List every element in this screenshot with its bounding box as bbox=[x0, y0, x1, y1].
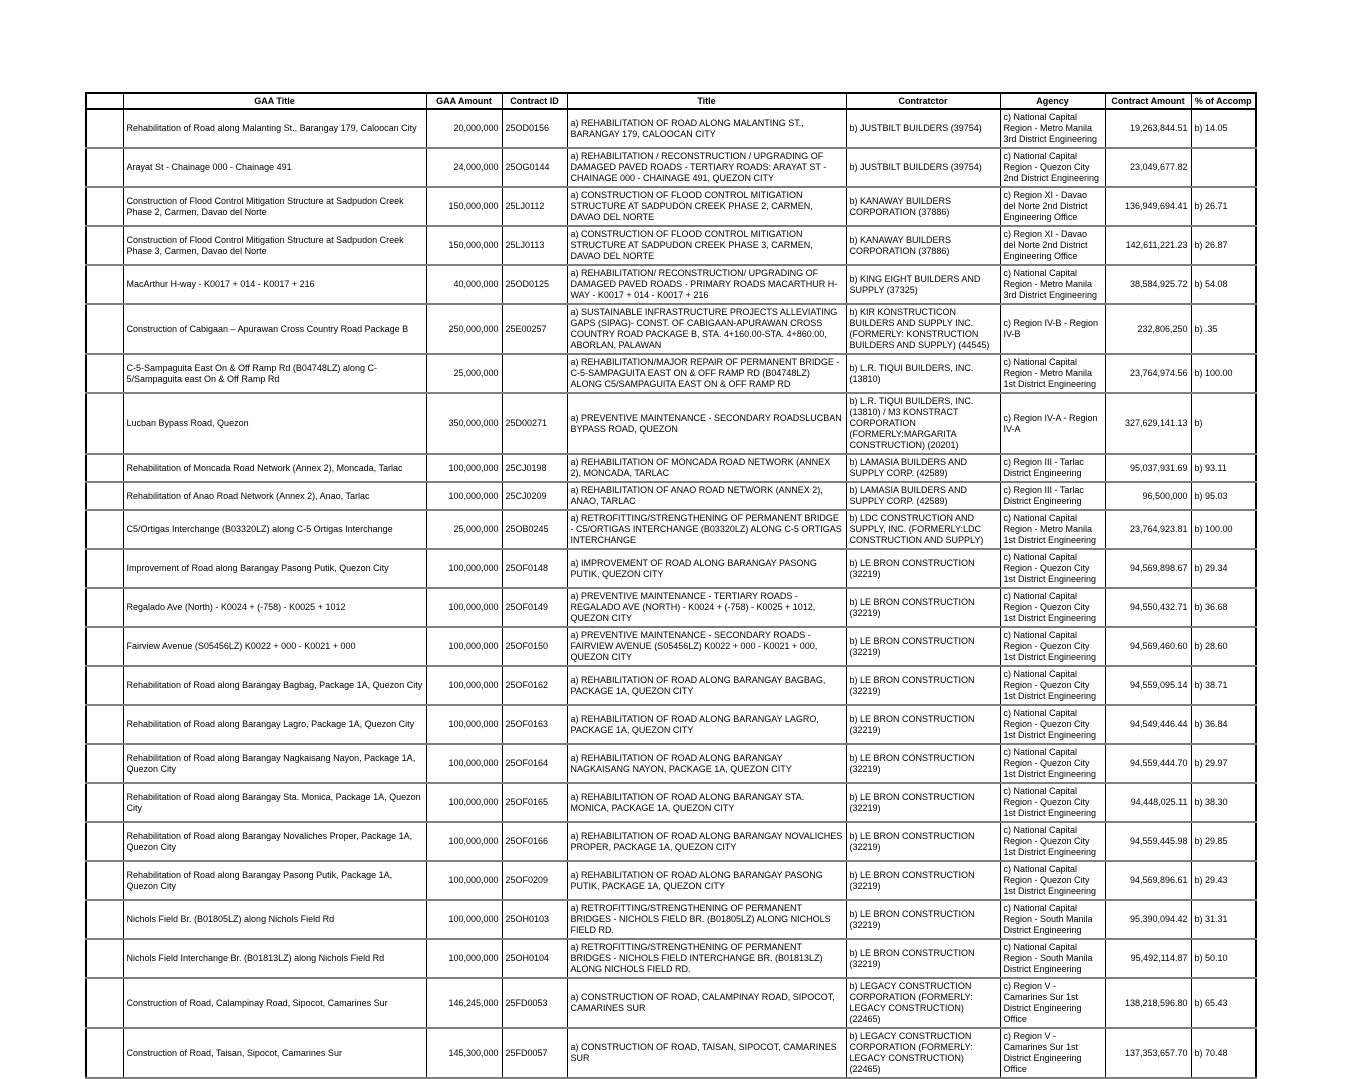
cell-agency: c) National Capital Region - Quezon City 1st District Engineering bbox=[1000, 705, 1105, 744]
cell-title: a) RETROFITTING/STRENGTHENING OF PERMANENT BRIDGE - C5/ORTIGAS INTERCHANGE (B03320LZ) ALONG C-5 ORTIGAS INTERCHANGE bbox=[567, 510, 846, 549]
cell-gaa_title: Fairview Avenue (S05456LZ) K0022 + 000 - K0021 + 000 bbox=[123, 627, 426, 666]
cell-title: a) CONSTRUCTION OF FLOOD CONTROL MITIGATION STRUCTURE AT SADPUDON CREEK PHASE 3, CARMEN, DAVAO DEL NORTE bbox=[567, 226, 846, 265]
table-row bbox=[86, 627, 1256, 666]
cell-gaa_title: Improvement of Road along Barangay Pasong Putik, Quezon City bbox=[123, 549, 426, 588]
cell-title: a) PREVENTIVE MAINTENANCE - SECONDARY ROADSLUCBAN BYPASS ROAD, QUEZON bbox=[567, 393, 846, 454]
table-row bbox=[86, 187, 1256, 226]
cell-rownum bbox=[86, 627, 123, 666]
cell-accomp: b) 29.34 bbox=[1191, 549, 1256, 588]
cell-contractor: b) LE BRON CONSTRUCTION (32219) bbox=[846, 783, 1000, 822]
cell-accomp: b) 65.43 bbox=[1191, 978, 1256, 1028]
cell-contract_amount: 138,218,596.80 bbox=[1105, 978, 1191, 1028]
cell-accomp: b) 50.10 bbox=[1191, 939, 1256, 978]
cell-rownum bbox=[86, 354, 123, 393]
cell-gaa_amount: 350,000,000 bbox=[426, 393, 502, 454]
cell-contract_id: 25OB0245 bbox=[502, 510, 567, 549]
cell-contract_amount: 96,500,000 bbox=[1105, 482, 1191, 510]
cell-title: a) REHABILITATION OF MONCADA ROAD NETWORK (ANNEX 2), MONCADA, TARLAC bbox=[567, 454, 846, 482]
cell-contract_id: 25OF0165 bbox=[502, 783, 567, 822]
cell-contract_amount: 23,764,923.81 bbox=[1105, 510, 1191, 549]
cell-gaa_amount: 100,000,000 bbox=[426, 744, 502, 783]
cell-agency: c) Region III - Tarlac District Engineering bbox=[1000, 454, 1105, 482]
cell-rownum bbox=[86, 744, 123, 783]
cell-title: a) SUSTAINABLE INFRASTRUCTURE PROJECTS ALLEVIATING GAPS (SIPAG)- CONST. OF CABIGAAN-APURAWAN CROSS COUNTRY ROAD PACKAGE B, STA. 4+160.00-STA. 4+860.00, ABORLAN, PALAWAN bbox=[567, 304, 846, 354]
cell-gaa_amount: 250,000,000 bbox=[426, 304, 502, 354]
cell-gaa_amount: 25,000,000 bbox=[426, 510, 502, 549]
cell-contract_amount: 23,049,677.82 bbox=[1105, 148, 1191, 187]
table-row bbox=[86, 744, 1256, 783]
cell-contractor: b) L.R. TIQUI BUILDERS, INC. (13810) / M3 KONSTRACT CORPORATION (FORMERLY:MARGARITA CONSTRUCTION) (20201) bbox=[846, 393, 1000, 454]
cell-rownum bbox=[86, 588, 123, 627]
cell-agency: c) National Capital Region - Metro Manila 3rd District Engineering bbox=[1000, 265, 1105, 304]
cell-agency: c) National Capital Region - Metro Manila 3rd District Engineering bbox=[1000, 109, 1105, 148]
cell-gaa_title: Rehabilitation of Road along Barangay Sta. Monica, Package 1A, Quezon City bbox=[123, 783, 426, 822]
table-row bbox=[86, 783, 1256, 822]
cell-rownum bbox=[86, 705, 123, 744]
cell-contract_id: 25OF0148 bbox=[502, 549, 567, 588]
cell-title: a) CONSTRUCTION OF FLOOD CONTROL MITIGATION STRUCTURE AT SADPUDON CREEK PHASE 2, CARMEN, DAVAO DEL NORTE bbox=[567, 187, 846, 226]
cell-contract_id: 25OF0150 bbox=[502, 627, 567, 666]
cell-contract_id: 25OF0209 bbox=[502, 861, 567, 900]
cell-agency: c) Region XI - Davao del Norte 2nd District Engineering Office bbox=[1000, 187, 1105, 226]
cell-accomp: b) 36.68 bbox=[1191, 588, 1256, 627]
cell-contract_amount: 95,390,094.42 bbox=[1105, 900, 1191, 939]
cell-gaa_title: Rehabilitation of Road along Barangay Bagbag, Package 1A, Quezon City bbox=[123, 666, 426, 705]
cell-rownum bbox=[86, 148, 123, 187]
cell-gaa_amount: 100,000,000 bbox=[426, 627, 502, 666]
cell-accomp: b) 29.85 bbox=[1191, 822, 1256, 861]
cell-contract_amount: 327,629,141.13 bbox=[1105, 393, 1191, 454]
cell-contract_id: 25OH0104 bbox=[502, 939, 567, 978]
cell-contract_id: 25OF0166 bbox=[502, 822, 567, 861]
cell-contract_amount: 94,549,446.44 bbox=[1105, 705, 1191, 744]
cell-gaa_amount: 146,245,000 bbox=[426, 978, 502, 1028]
cell-gaa_title: Rehabilitation of Road along Barangay Lagro, Package 1A, Quezon City bbox=[123, 705, 426, 744]
cell-agency: c) Region IV-A - Region IV-A bbox=[1000, 393, 1105, 454]
cell-gaa_title: Regalado Ave (North) - K0024 + (-758) - K0025 + 1012 bbox=[123, 588, 426, 627]
cell-contractor: b) KIR KONSTRUCTICON BUILDERS AND SUPPLY INC. (FORMERLY: KONSTRUCTION BUILDERS AND SUPPLY) (44545) bbox=[846, 304, 1000, 354]
cell-gaa_amount: 100,000,000 bbox=[426, 861, 502, 900]
cell-gaa_title: Construction of Cabigaan – Apurawan Cross Country Road Package B bbox=[123, 304, 426, 354]
cell-rownum bbox=[86, 861, 123, 900]
cell-contract_id: 25OF0164 bbox=[502, 744, 567, 783]
cell-title: a) REHABILITATION OF ROAD ALONG BARANGAY PASONG PUTIK, PACKAGE 1A, QUEZON CITY bbox=[567, 861, 846, 900]
cell-accomp: b) 38.30 bbox=[1191, 783, 1256, 822]
cell-contractor: b) LE BRON CONSTRUCTION (32219) bbox=[846, 549, 1000, 588]
cell-agency: c) Region III - Tarlac District Engineering bbox=[1000, 482, 1105, 510]
cell-gaa_title: Arayat St - Chainage 000 - Chainage 491 bbox=[123, 148, 426, 187]
cell-gaa_amount: 150,000,000 bbox=[426, 226, 502, 265]
cell-title: a) IMPROVEMENT OF ROAD ALONG BARANGAY PASONG PUTIK, QUEZON CITY bbox=[567, 549, 846, 588]
cell-gaa_amount: 25,000,000 bbox=[426, 354, 502, 393]
cell-contractor: b) LE BRON CONSTRUCTION (32219) bbox=[846, 666, 1000, 705]
cell-title: a) REHABILITATION OF ROAD ALONG MALANTING ST., BARANGAY 179, CALOOCAN CITY bbox=[567, 109, 846, 148]
cell-contract_id: 25LJ0113 bbox=[502, 226, 567, 265]
cell-contract_id: 25CJ0198 bbox=[502, 454, 567, 482]
cell-title: a) REHABILITATION OF ANAO ROAD NETWORK (ANNEX 2), ANAO, TARLAC bbox=[567, 482, 846, 510]
cell-gaa_amount: 100,000,000 bbox=[426, 588, 502, 627]
cell-gaa_title: Rehabilitation of Road along Barangay Novaliches Proper, Package 1A, Quezon City bbox=[123, 822, 426, 861]
cell-contractor: b) LAMASIA BUILDERS AND SUPPLY CORP. (42589) bbox=[846, 482, 1000, 510]
cell-rownum bbox=[86, 510, 123, 549]
cell-gaa_amount: 100,000,000 bbox=[426, 454, 502, 482]
cell-agency: c) National Capital Region - Metro Manila 1st District Engineering bbox=[1000, 354, 1105, 393]
cell-agency: c) National Capital Region - Quezon City 1st District Engineering bbox=[1000, 549, 1105, 588]
cell-agency: c) Region XI - Davao del Norte 2nd District Engineering Office bbox=[1000, 226, 1105, 265]
cell-title: a) REHABILITATION OF ROAD ALONG BARANGAY LAGRO, PACKAGE 1A, QUEZON CITY bbox=[567, 705, 846, 744]
cell-agency: c) National Capital Region - Quezon City 1st District Engineering bbox=[1000, 822, 1105, 861]
cell-contract_id: 25E00257 bbox=[502, 304, 567, 354]
cell-accomp: b) 29.43 bbox=[1191, 861, 1256, 900]
cell-agency: c) National Capital Region - Quezon City 2nd District Engineering bbox=[1000, 148, 1105, 187]
column-header-rownum bbox=[86, 93, 123, 109]
cell-gaa_amount: 145,300,000 bbox=[426, 1028, 502, 1078]
cell-contractor: b) LE BRON CONSTRUCTION (32219) bbox=[846, 939, 1000, 978]
cell-gaa_title: Rehabilitation of Road along Barangay Nagkaisang Nayon, Package 1A, Quezon City bbox=[123, 744, 426, 783]
cell-rownum bbox=[86, 900, 123, 939]
cell-gaa_title: Construction of Road, Calampinay Road, Sipocot, Camarines Sur bbox=[123, 978, 426, 1028]
cell-title: a) PREVENTIVE MAINTENANCE - SECONDARY ROADS - FAIRVIEW AVENUE (S05456LZ) K0022 + 000 - K0021 + 000, QUEZON CITY bbox=[567, 627, 846, 666]
cell-contractor: b) LE BRON CONSTRUCTION (32219) bbox=[846, 705, 1000, 744]
cell-accomp: b) 36.84 bbox=[1191, 705, 1256, 744]
cell-contract_amount: 94,569,898.67 bbox=[1105, 549, 1191, 588]
cell-contract_id: 25OH0103 bbox=[502, 900, 567, 939]
cell-title: a) CONSTRUCTION OF ROAD, TAISAN, SIPOCOT, CAMARINES SUR bbox=[567, 1028, 846, 1078]
cell-agency: c) National Capital Region - Quezon City 1st District Engineering bbox=[1000, 588, 1105, 627]
table-row bbox=[86, 393, 1256, 454]
cell-contractor: b) KANAWAY BUILDERS CORPORATION (37886) bbox=[846, 187, 1000, 226]
cell-contract_amount: 94,569,896.61 bbox=[1105, 861, 1191, 900]
cell-agency: c) National Capital Region - Quezon City 1st District Engineering bbox=[1000, 627, 1105, 666]
cell-contractor: b) LEGACY CONSTRUCTION CORPORATION (FORMERLY: LEGACY CONSTRUCTION) (22465) bbox=[846, 978, 1000, 1028]
cell-gaa_amount: 40,000,000 bbox=[426, 265, 502, 304]
cell-contractor: b) LE BRON CONSTRUCTION (32219) bbox=[846, 627, 1000, 666]
cell-contract_id: 25OD0156 bbox=[502, 109, 567, 148]
cell-contract_id: 25OF0163 bbox=[502, 705, 567, 744]
cell-contract_id: 25FD0053 bbox=[502, 978, 567, 1028]
cell-accomp: b) 26.87 bbox=[1191, 226, 1256, 265]
cell-title: a) RETROFITTING/STRENGTHENING OF PERMANENT BRIDGES - NICHOLS FIELD BR. (B01805LZ) ALONG NICHOLS FIELD RD. bbox=[567, 900, 846, 939]
cell-gaa_title: Nichols Field Interchange Br. (B01813LZ) along Nichols Field Rd bbox=[123, 939, 426, 978]
cell-title: a) REHABILITATION OF ROAD ALONG BARANGAY NOVALICHES PROPER, PACKAGE 1A, QUEZON CITY bbox=[567, 822, 846, 861]
table-row bbox=[86, 454, 1256, 482]
cell-title: a) RETROFITTING/STRENGTHENING OF PERMANENT BRIDGES - NICHOLS FIELD INTERCHANGE BR. (B01813LZ) ALONG NICHOLS FIELD RD. bbox=[567, 939, 846, 978]
cell-gaa_amount: 100,000,000 bbox=[426, 939, 502, 978]
cell-agency: c) Region IV-B - Region IV-B bbox=[1000, 304, 1105, 354]
cell-contract_id: 25OF0149 bbox=[502, 588, 567, 627]
cell-contractor: b) JUSTBILT BUILDERS (39754) bbox=[846, 148, 1000, 187]
cell-accomp: b) 31.31 bbox=[1191, 900, 1256, 939]
cell-contract_id: 25OD0125 bbox=[502, 265, 567, 304]
cell-contract_amount: 95,037,931.69 bbox=[1105, 454, 1191, 482]
cell-gaa_amount: 150,000,000 bbox=[426, 187, 502, 226]
cell-title: a) REHABILITATION OF ROAD ALONG BARANGAY BAGBAG, PACKAGE 1A, QUEZON CITY bbox=[567, 666, 846, 705]
cell-accomp: b) 100.00 bbox=[1191, 510, 1256, 549]
cell-agency: c) National Capital Region - South Manila District Engineering bbox=[1000, 939, 1105, 978]
cell-accomp: b) 93.11 bbox=[1191, 454, 1256, 482]
table-row bbox=[86, 939, 1256, 978]
cell-contract_amount: 94,448,025.11 bbox=[1105, 783, 1191, 822]
cell-contractor: b) LDC CONSTRUCTION AND SUPPLY, INC. (FORMERLY:LDC CONSTRUCTION AND SUPPLY) bbox=[846, 510, 1000, 549]
cell-contract_amount: 94,559,445.98 bbox=[1105, 822, 1191, 861]
cell-rownum bbox=[86, 109, 123, 148]
cell-accomp: b) 26.71 bbox=[1191, 187, 1256, 226]
table-row bbox=[86, 265, 1256, 304]
column-header-gaa_title: GAA Title bbox=[123, 93, 426, 109]
cell-gaa_amount: 100,000,000 bbox=[426, 783, 502, 822]
cell-contract_amount: 137,353,657.70 bbox=[1105, 1028, 1191, 1078]
cell-contractor: b) LE BRON CONSTRUCTION (32219) bbox=[846, 900, 1000, 939]
cell-gaa_title: MacArthur H-way - K0017 + 014 - K0017 + 216 bbox=[123, 265, 426, 304]
column-header-accomp: % of Accomp bbox=[1191, 93, 1256, 109]
table-row bbox=[86, 304, 1256, 354]
cell-contract_amount: 232,806,250 bbox=[1105, 304, 1191, 354]
cell-contractor: b) LEGACY CONSTRUCTION CORPORATION (FORMERLY: LEGACY CONSTRUCTION) (22465) bbox=[846, 1028, 1000, 1078]
cell-contractor: b) JUSTBILT BUILDERS (39754) bbox=[846, 109, 1000, 148]
cell-rownum bbox=[86, 226, 123, 265]
cell-gaa_amount: 100,000,000 bbox=[426, 822, 502, 861]
cell-rownum bbox=[86, 265, 123, 304]
cell-gaa_amount: 100,000,000 bbox=[426, 549, 502, 588]
cell-gaa_title: Rehabilitation of Road along Malanting St., Barangay 179, Caloocan City bbox=[123, 109, 426, 148]
table-row bbox=[86, 226, 1256, 265]
cell-gaa_amount: 100,000,000 bbox=[426, 705, 502, 744]
cell-contract_amount: 94,569,460.60 bbox=[1105, 627, 1191, 666]
column-header-gaa_amount: GAA Amount bbox=[426, 93, 502, 109]
header-row bbox=[86, 93, 1256, 109]
cell-rownum bbox=[86, 454, 123, 482]
cell-rownum bbox=[86, 1028, 123, 1078]
cell-contract_amount: 94,559,095.14 bbox=[1105, 666, 1191, 705]
cell-gaa_title: Rehabilitation of Moncada Road Network (Annex 2), Moncada, Tarlac bbox=[123, 454, 426, 482]
column-header-title: Title bbox=[567, 93, 846, 109]
cell-accomp: b) bbox=[1191, 393, 1256, 454]
table-row bbox=[86, 510, 1256, 549]
table-row bbox=[86, 482, 1256, 510]
column-header-contract_id: Contract ID bbox=[502, 93, 567, 109]
projects-table bbox=[85, 92, 1257, 1079]
table-row bbox=[86, 354, 1256, 393]
cell-contract_amount: 38,584,925.72 bbox=[1105, 265, 1191, 304]
cell-contract_amount: 94,550,432.71 bbox=[1105, 588, 1191, 627]
table-row bbox=[86, 900, 1256, 939]
cell-agency: c) National Capital Region - Quezon City 1st District Engineering bbox=[1000, 744, 1105, 783]
cell-rownum bbox=[86, 939, 123, 978]
cell-rownum bbox=[86, 482, 123, 510]
cell-agency: c) Region V - Camarines Sur 1st District Engineering Office bbox=[1000, 978, 1105, 1028]
cell-accomp: b) 28.60 bbox=[1191, 627, 1256, 666]
cell-contractor: b) KANAWAY BUILDERS CORPORATION (37886) bbox=[846, 226, 1000, 265]
cell-contract_amount: 142,611,221.23 bbox=[1105, 226, 1191, 265]
cell-title: a) REHABILITATION OF ROAD ALONG BARANGAY STA. MONICA, PACKAGE 1A, QUEZON CITY bbox=[567, 783, 846, 822]
column-header-agency: Agency bbox=[1000, 93, 1105, 109]
cell-agency: c) National Capital Region - Quezon City 1st District Engineering bbox=[1000, 861, 1105, 900]
cell-contract_id: 25D00271 bbox=[502, 393, 567, 454]
cell-contract_id bbox=[502, 354, 567, 393]
table-row bbox=[86, 588, 1256, 627]
cell-accomp: b) 70.48 bbox=[1191, 1028, 1256, 1078]
cell-gaa_title: Construction of Flood Control Mitigation Structure at Sadpudon Creek Phase 3, Carmen, Davao del Norte bbox=[123, 226, 426, 265]
cell-accomp: b) 100.00 bbox=[1191, 354, 1256, 393]
cell-agency: c) Region V - Camarines Sur 1st District Engineering Office bbox=[1000, 1028, 1105, 1078]
cell-contractor: b) KING EIGHT BUILDERS AND SUPPLY (37325) bbox=[846, 265, 1000, 304]
cell-contractor: b) LE BRON CONSTRUCTION (32219) bbox=[846, 861, 1000, 900]
cell-contract_id: 25FD0057 bbox=[502, 1028, 567, 1078]
cell-contractor: b) LAMASIA BUILDERS AND SUPPLY CORP. (42589) bbox=[846, 454, 1000, 482]
cell-rownum bbox=[86, 666, 123, 705]
table-row bbox=[86, 705, 1256, 744]
cell-gaa_title: Rehabilitation of Road along Barangay Pasong Putik, Package 1A, Quezon City bbox=[123, 861, 426, 900]
cell-gaa_title: Lucban Bypass Road, Quezon bbox=[123, 393, 426, 454]
cell-accomp: b) 54.08 bbox=[1191, 265, 1256, 304]
cell-accomp: b) 38.71 bbox=[1191, 666, 1256, 705]
cell-title: a) REHABILITATION / RECONSTRUCTION / UPGRADING OF DAMAGED PAVED ROADS - TERTIARY ROADS: ARAYAT ST - CHAINAGE 000 - CHAINAGE 491, QUEZON CITY bbox=[567, 148, 846, 187]
cell-contractor: b) LE BRON CONSTRUCTION (32219) bbox=[846, 822, 1000, 861]
cell-gaa_amount: 20,000,000 bbox=[426, 109, 502, 148]
cell-title: a) REHABILITATION OF ROAD ALONG BARANGAY NAGKAISANG NAYON, PACKAGE 1A, QUEZON CITY bbox=[567, 744, 846, 783]
cell-rownum bbox=[86, 187, 123, 226]
cell-gaa_amount: 100,000,000 bbox=[426, 482, 502, 510]
cell-contract_amount: 136,949,694.41 bbox=[1105, 187, 1191, 226]
cell-title: a) REHABILITATION/ RECONSTRUCTION/ UPGRADING OF DAMAGED PAVED ROADS - PRIMARY ROADS MACARTHUR H-WAY - K0017 + 014 - K0017 + 216 bbox=[567, 265, 846, 304]
cell-contractor: b) LE BRON CONSTRUCTION (32219) bbox=[846, 588, 1000, 627]
cell-contract_id: 25OG0144 bbox=[502, 148, 567, 187]
cell-title: a) PREVENTIVE MAINTENANCE - TERTIARY ROADS - REGALADO AVE (NORTH) - K0024 + (-758) - K0025 + 1012, QUEZON CITY bbox=[567, 588, 846, 627]
cell-accomp: b) 14.05 bbox=[1191, 109, 1256, 148]
cell-contractor: b) L.R. TIQUI BUILDERS, INC. (13810) bbox=[846, 354, 1000, 393]
cell-gaa_title: Nichols Field Br. (B01805LZ) along Nichols Field Rd bbox=[123, 900, 426, 939]
table-row bbox=[86, 822, 1256, 861]
cell-contract_id: 25OF0162 bbox=[502, 666, 567, 705]
cell-gaa_title: Construction of Flood Control Mitigation Structure at Sadpudon Creek Phase 2, Carmen, Davao del Norte bbox=[123, 187, 426, 226]
cell-gaa_amount: 100,000,000 bbox=[426, 666, 502, 705]
cell-rownum bbox=[86, 393, 123, 454]
cell-contract_id: 25LJ0112 bbox=[502, 187, 567, 226]
cell-contract_amount: 23,764,974.56 bbox=[1105, 354, 1191, 393]
table-row bbox=[86, 109, 1256, 148]
cell-gaa_title: C5/Ortigas Interchange (B03320LZ) along C-5 Ortigas Interchange bbox=[123, 510, 426, 549]
cell-rownum bbox=[86, 978, 123, 1028]
table-row bbox=[86, 978, 1256, 1028]
cell-accomp: b) 29.97 bbox=[1191, 744, 1256, 783]
cell-rownum bbox=[86, 304, 123, 354]
cell-rownum bbox=[86, 783, 123, 822]
cell-agency: c) National Capital Region - South Manila District Engineering bbox=[1000, 900, 1105, 939]
cell-agency: c) National Capital Region - Metro Manila 1st District Engineering bbox=[1000, 510, 1105, 549]
cell-contractor: b) LE BRON CONSTRUCTION (32219) bbox=[846, 744, 1000, 783]
cell-gaa_title: Rehabilitation of Anao Road Network (Annex 2), Anao, Tarlac bbox=[123, 482, 426, 510]
cell-gaa_title: Construction of Road, Taisan, Sipocot, Camarines Sur bbox=[123, 1028, 426, 1078]
column-header-contract_amount: Contract Amount bbox=[1105, 93, 1191, 109]
table-row bbox=[86, 1028, 1256, 1078]
table-row bbox=[86, 549, 1256, 588]
table-row bbox=[86, 861, 1256, 900]
cell-accomp bbox=[1191, 148, 1256, 187]
cell-rownum bbox=[86, 549, 123, 588]
cell-contract_amount: 19,263,844.51 bbox=[1105, 109, 1191, 148]
table-body bbox=[86, 109, 1256, 1078]
cell-accomp: b) 95.03 bbox=[1191, 482, 1256, 510]
cell-contract_amount: 94,559,444.70 bbox=[1105, 744, 1191, 783]
cell-agency: c) National Capital Region - Quezon City 1st District Engineering bbox=[1000, 783, 1105, 822]
cell-rownum bbox=[86, 822, 123, 861]
cell-gaa_title: C-5-Sampaguita East On & Off Ramp Rd (B04748LZ) along C-5/Sampaguita east On & Off Ramp Rd bbox=[123, 354, 426, 393]
table-row bbox=[86, 666, 1256, 705]
cell-title: a) REHABILITATION/MAJOR REPAIR OF PERMANENT BRIDGE - C-5-SAMPAGUITA EAST ON & OFF RAMP RD (B04748LZ) ALONG C5/SAMPAGUITA EAST ON & OFF RAMP RD bbox=[567, 354, 846, 393]
cell-title: a) CONSTRUCTION OF ROAD, CALAMPINAY ROAD, SIPOCOT, CAMARINES SUR bbox=[567, 978, 846, 1028]
cell-gaa_amount: 24,000,000 bbox=[426, 148, 502, 187]
column-header-contractor: Contratctor bbox=[846, 93, 1000, 109]
cell-contract_amount: 95,492,114.87 bbox=[1105, 939, 1191, 978]
cell-contract_id: 25CJ0209 bbox=[502, 482, 567, 510]
cell-accomp: b) .35 bbox=[1191, 304, 1256, 354]
cell-gaa_amount: 100,000,000 bbox=[426, 900, 502, 939]
table-row bbox=[86, 148, 1256, 187]
document-sheet bbox=[85, 92, 1255, 1079]
cell-agency: c) National Capital Region - Quezon City 1st District Engineering bbox=[1000, 666, 1105, 705]
